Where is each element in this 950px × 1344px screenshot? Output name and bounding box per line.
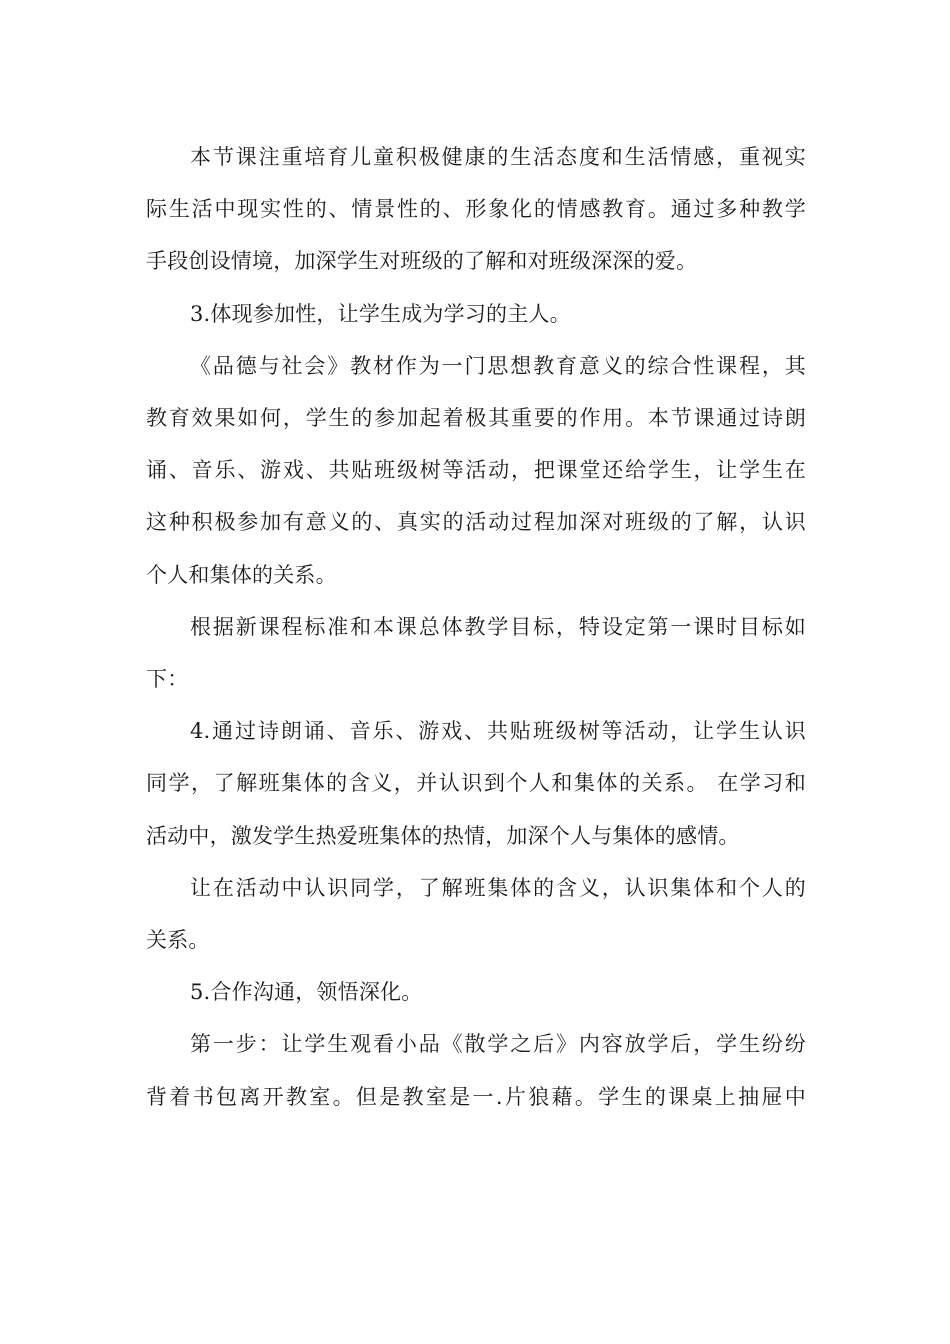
text-line: 背着书包离开教室。但是教室是一.片狼藉。学生的课桌上抽屉中	[146, 1084, 806, 1109]
text-line: 手段创设情境，加深学生对班级的了解和对班级深深的爱。	[146, 249, 698, 274]
text-line: 本节课注重培育儿童积极健康的生活态度和生活情感，重视实	[190, 145, 806, 169]
paragraph-textbook-course	[146, 340, 806, 601]
text-line: 5.合作沟通，领悟深化。	[190, 980, 423, 1005]
paragraph-participation-heading	[146, 288, 806, 340]
paragraph-activity-understanding	[146, 862, 806, 966]
paragraph-goal-four	[146, 705, 806, 862]
text-line: 《品德与社会》教材作为一门思想教育意义的综合性课程，其	[190, 353, 806, 378]
text-line: 第一步：让学生观看小品《散学之后》内容放学后，学生纷纷	[190, 1032, 806, 1057]
text-line: 个人和集体的关系。	[146, 562, 337, 587]
text-line: 关系。	[146, 928, 210, 953]
paragraph-step-one	[146, 1018, 806, 1122]
text-line: 让在活动中认识同学，了解班集体的含义，认识集体和个人的	[190, 875, 806, 900]
document-body	[146, 131, 806, 1123]
text-line: 同学，了解班集体的含义，并认识到个人和集体的关系。 在学习和	[146, 771, 806, 796]
text-line: 下：	[146, 667, 189, 692]
text-line: 根据新课程标准和本课总体教学目标，特设定第一课时目标如	[190, 614, 806, 639]
paragraph-cooperation-heading	[146, 966, 806, 1018]
text-line: 诵、音乐、游戏、共贴班级树等活动，把课堂还给学生，让学生在	[146, 458, 806, 483]
text-line: 际生活中现实性的、情景性的、形象化的情感教育。通过多种教学	[146, 197, 806, 222]
text-line: 4.通过诗朗诵、音乐、游戏、共贴班级树等活动，让学生认识	[190, 719, 806, 744]
paragraph-emotional-education	[146, 131, 806, 288]
text-line: 活动中，激发学生热爱班集体的热情，加深个人与集体的感情。	[146, 823, 740, 848]
paragraph-curriculum-goals	[146, 601, 806, 705]
text-line: 这种积极参加有意义的、真实的活动过程加深对班级的了解，认识	[146, 510, 806, 535]
text-line: 教育效果如何，学生的参加起着极其重要的作用。本节课通过诗朗	[146, 406, 806, 431]
text-line: 3.体现参加性，让学生成为学习的主人。	[190, 301, 571, 326]
